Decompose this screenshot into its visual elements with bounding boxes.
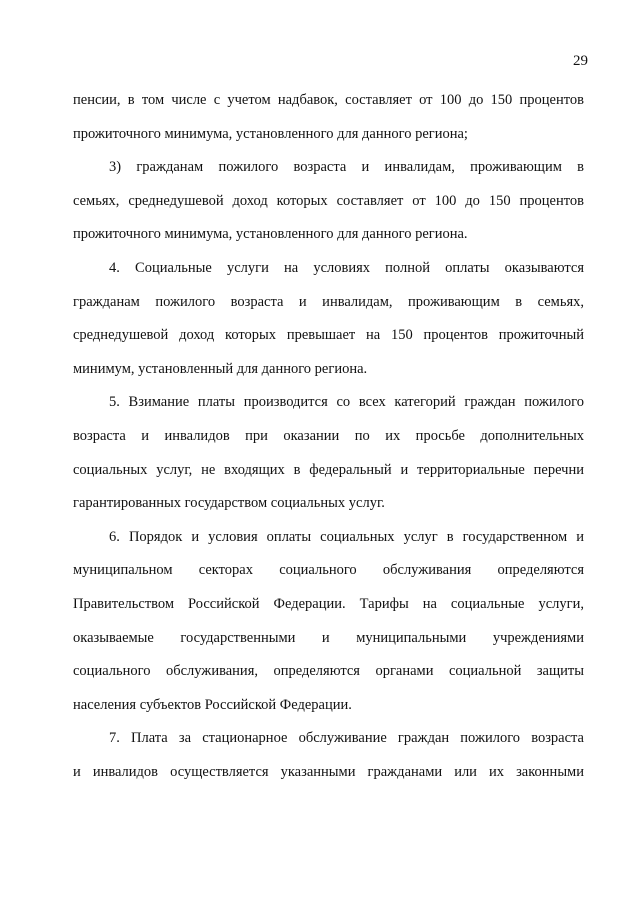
paragraph-section-7	[73, 722, 584, 789]
text-line: гражданам пожилого возраста и инвалидам, проживающим в семьях,	[73, 293, 584, 310]
text-line: и инвалидов осуществляется указанными гражданами или их законными	[73, 763, 584, 780]
text-line: прожиточного минимума, установленного для данного региона.	[73, 226, 468, 243]
text-line: социального обслуживания, определяются органами социальной защиты	[73, 663, 584, 680]
paragraph-item-3	[73, 151, 584, 252]
text-line: семьях, среднедушевой доход которых составляет от 100 до 150 процентов	[73, 192, 584, 209]
text-line: 3) гражданам пожилого возраста и инвалидам, проживающим в	[109, 159, 584, 176]
text-line: минимум, установленный для данного региона.	[73, 360, 368, 377]
text-line: 7. Плата за стационарное обслуживание граждан пожилого возраста	[109, 730, 584, 747]
text-line: оказываемые государственными и муниципальными учреждениями	[73, 629, 584, 646]
text-line: прожиточного минимума, установленного для данного региона;	[73, 125, 468, 142]
text-line: 4. Социальные услуги на условиях полной оплаты оказываются	[109, 259, 584, 276]
text-line: 5. Взимание платы производится со всех категорий граждан пожилого	[109, 394, 584, 411]
text-line: социальных услуг, не входящих в федеральный и территориальные перечни	[73, 461, 584, 478]
paragraph-continuation	[73, 84, 584, 151]
document-body	[73, 84, 584, 789]
text-line: Правительством Российской Федерации. Тарифы на социальные услуги,	[73, 595, 584, 612]
text-line: возраста и инвалидов при оказании по их просьбе дополнительных	[73, 427, 584, 444]
text-line: 6. Порядок и условия оплаты социальных услуг в государственном и	[109, 528, 584, 545]
paragraph-section-6	[73, 521, 584, 723]
text-line: гарантированных государством социальных услуг.	[73, 495, 385, 512]
paragraph-section-4	[73, 252, 584, 386]
page-number: 29	[573, 53, 588, 69]
paragraph-section-5	[73, 386, 584, 520]
text-line: муниципальном секторах социального обслуживания определяются	[73, 562, 584, 579]
text-line: среднедушевой доход которых превышает на 150 процентов прожиточный	[73, 327, 584, 344]
text-line: населения субъектов Российской Федерации.	[73, 696, 352, 713]
text-line: пенсии, в том числе с учетом надбавок, составляет от 100 до 150 процентов	[73, 92, 584, 108]
